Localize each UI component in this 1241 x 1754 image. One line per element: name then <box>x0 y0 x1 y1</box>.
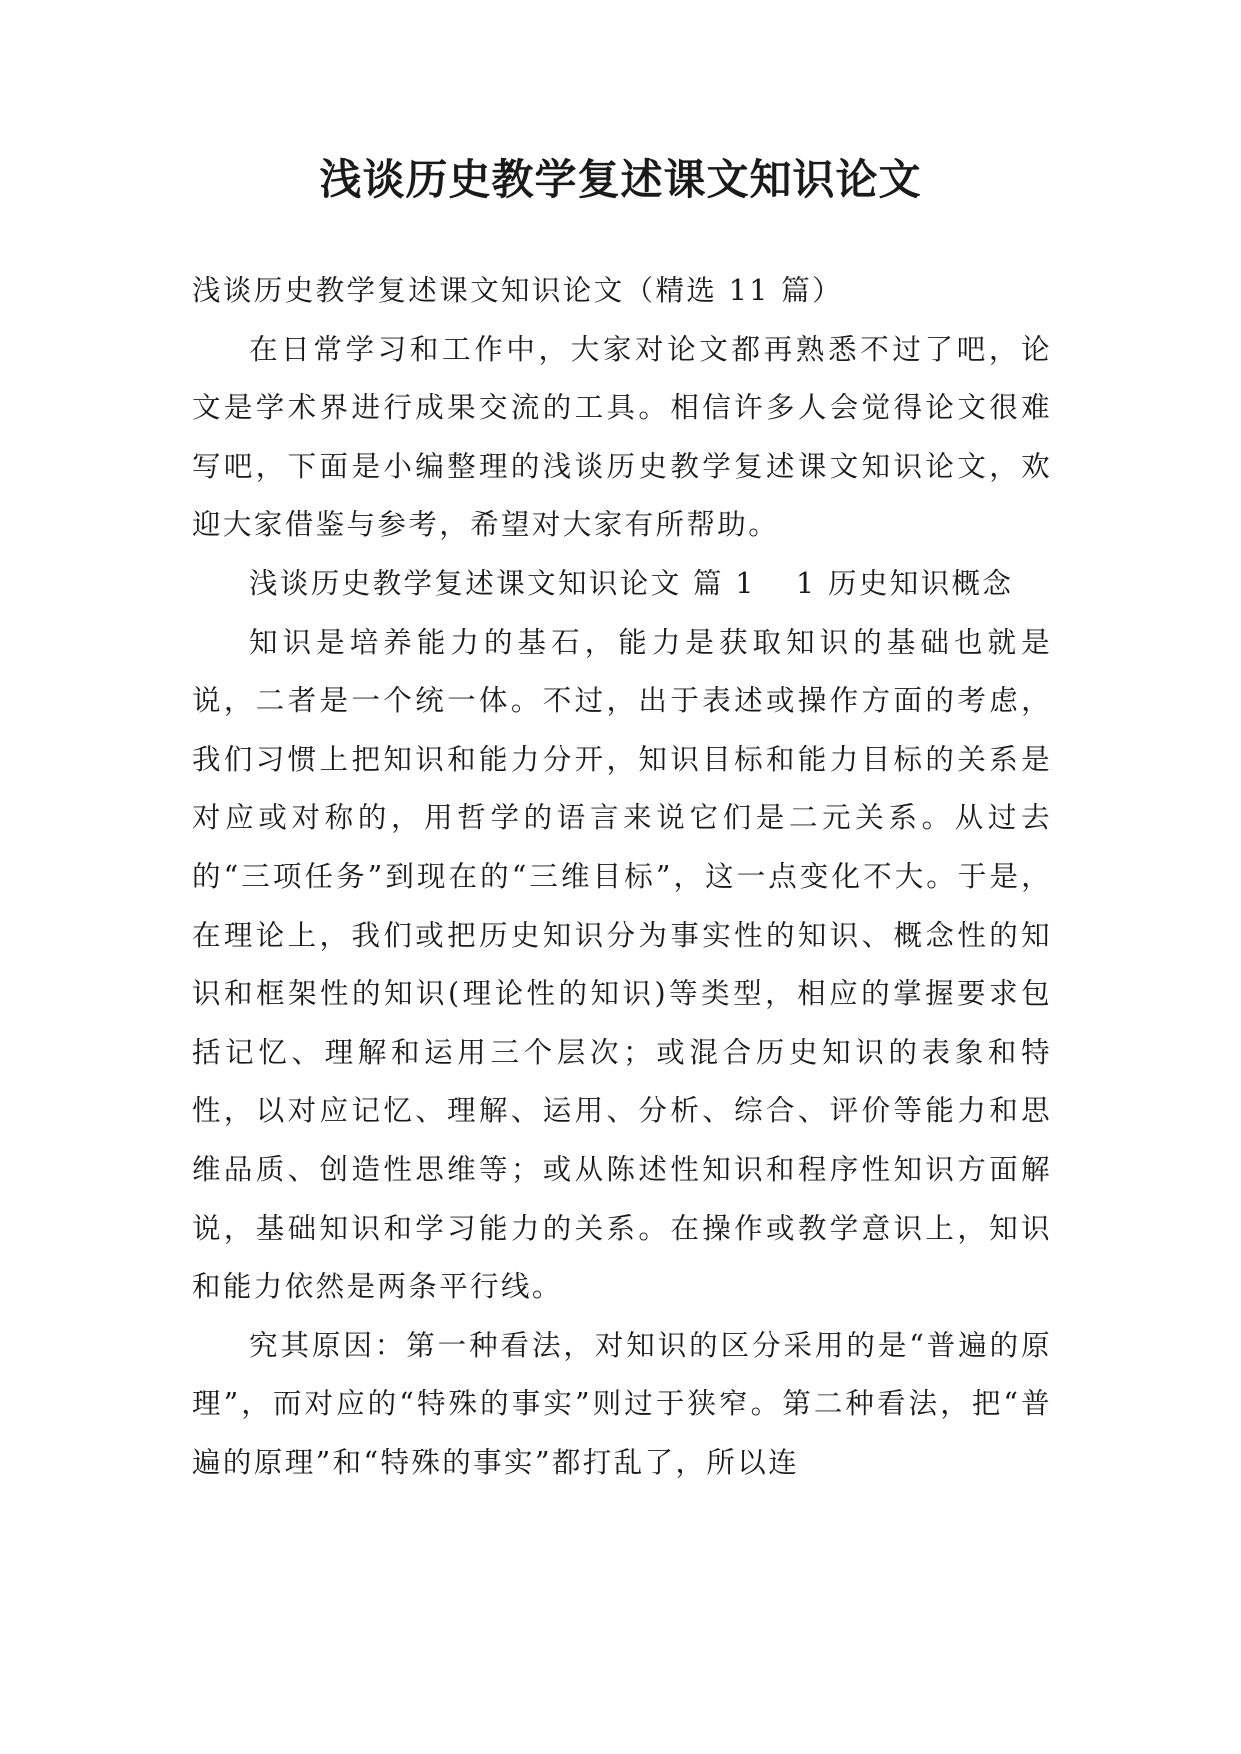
section-heading-part2: 1 历史知识概念 <box>795 566 1014 600</box>
body-paragraph-1: 知识是培养能力的基石，能力是获取知识的基础也就是说，二者是一个统一体。不过，出于表述或操作方面的考虑，我们习惯上把知识和能力分开，知识目标和能力目标的关系是对应或对称的，用哲学的语言来说它们是二元关系。从过去的“三项任务”到现在的“三维目标”，这一点变化不大。于是，在理论上，我们或把历史知识分为事实性的知识、概念性的知识和框架性的知识(理论性的知识)等类型，相应的掌握要求包括记忆、理解和运用三个层次；或混合历史知识的表象和特性，以对应记忆、理解、运用、分析、综合、评价等能力和思维品质、创造性思维等；或从陈述性知识和程序性知识方面解说，基础知识和学习能力的关系。在操作或教学意识上，知识和能力依然是两条平行线。 <box>192 625 1052 1304</box>
section-heading-part1: 浅谈历史教学复述课文知识论文 篇 1 <box>249 566 756 600</box>
document-title: 浅谈历史教学复述课文知识论文 <box>319 155 922 204</box>
document-subtitle: 浅谈历史教学复述课文知识论文（精选 11 篇） <box>192 274 844 307</box>
document-body <box>192 262 1052 1492</box>
section-heading <box>192 555 1052 614</box>
body-paragraph-2: 究其原因：第一种看法，对知识的区分采用的是“普遍的原理”，而对应的“特殊的事实”则过于狭窄。第二种看法，把“普遍的原理”和“特殊的事实”都打乱了，所以连 <box>192 1328 1052 1479</box>
intro-paragraph: 在日常学习和工作中，大家对论文都再熟悉不过了吧，论文是学术界进行成果交流的工具。相信许多人会觉得论文很难写吧，下面是小编整理的浅谈历史教学复述课文知识论文，欢迎大家借鉴与参考，希望对大家有所帮助。 <box>192 332 1052 542</box>
